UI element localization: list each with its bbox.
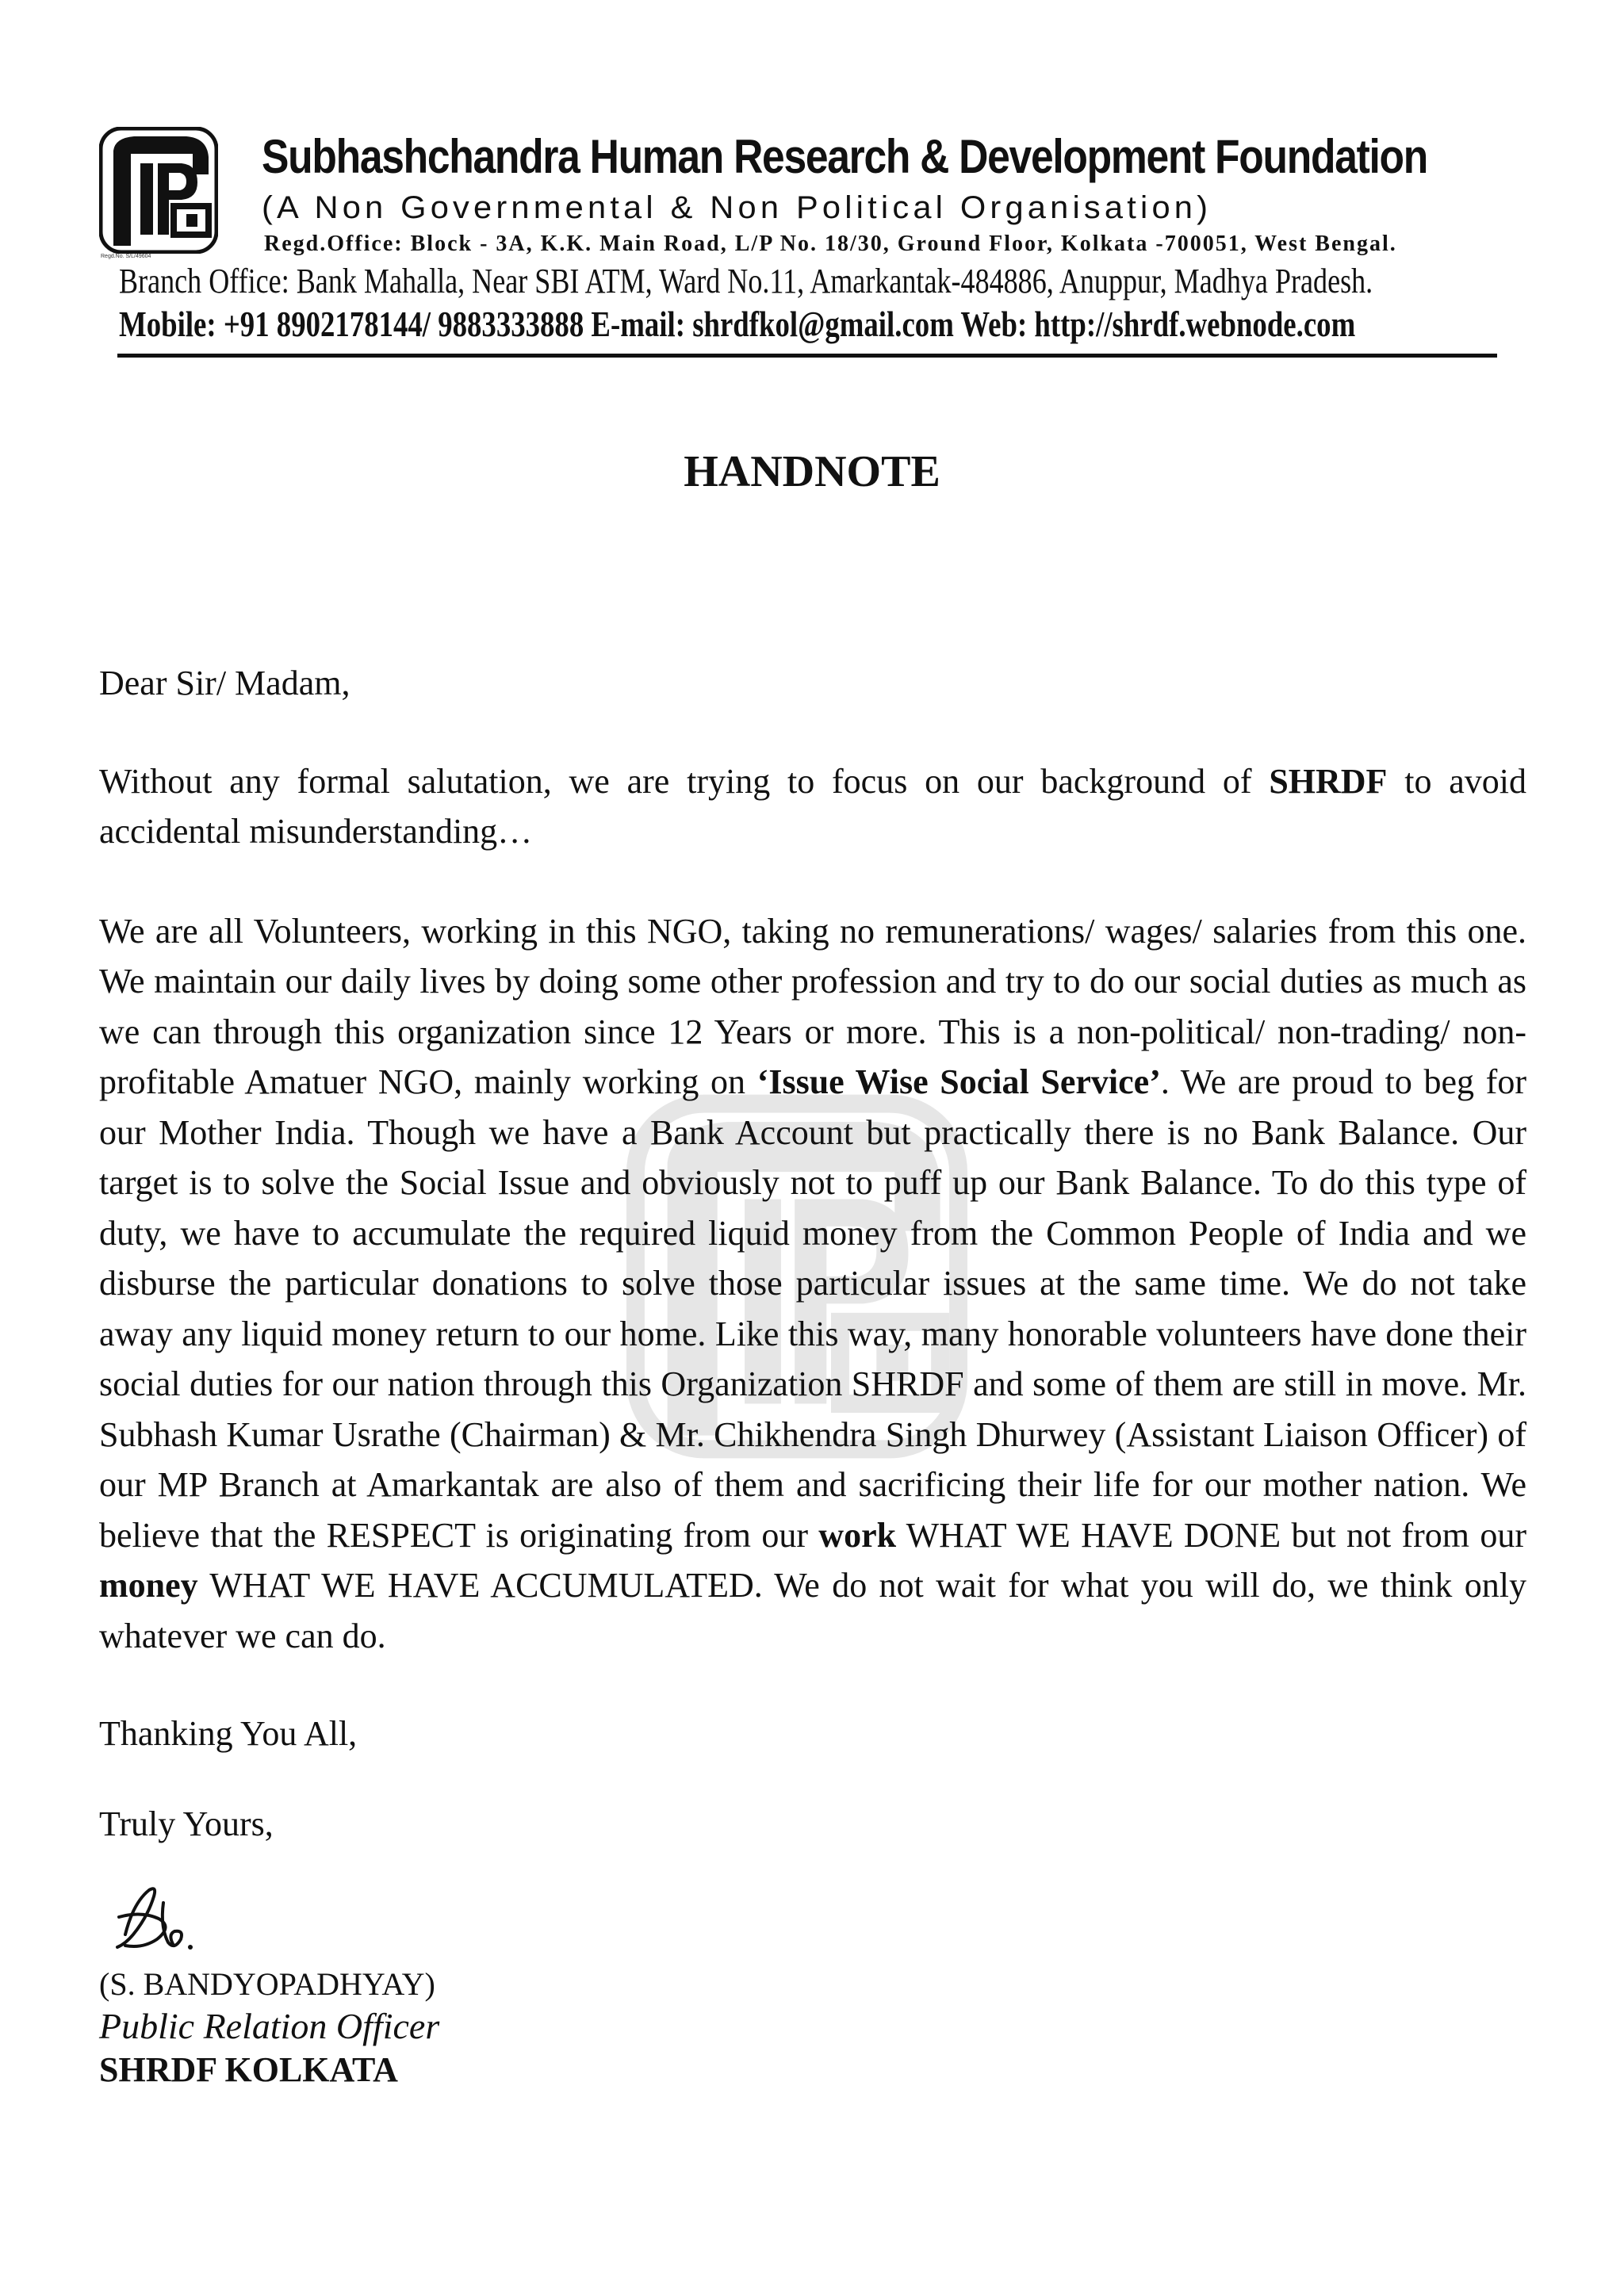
branch-office: Branch Office: Bank Mahalla, Near SBI ATM, Ward No.11, Amarkantak-484886, Anuppur, Madhya Pradesh. (119, 262, 1373, 300)
intro-text-end: to avoid accidental misunderstanding… (99, 761, 1527, 851)
document-title: HANDNOTE (684, 447, 940, 496)
main-paragraph (99, 906, 1526, 1662)
signatory-designation: Public Relation Officer (99, 2006, 440, 2046)
header-divider (117, 354, 1497, 358)
letterhead (99, 127, 1534, 365)
signatory-organization: SHRDF KOLKATA (99, 2050, 398, 2089)
thanks-line: Thanking You All, (99, 1714, 358, 1753)
main-bold-issue-wise: ‘Issue Wise Social Service’ (756, 1062, 1161, 1101)
shrdf-logo (99, 127, 218, 254)
main-text-4: WHAT WE HAVE ACCUMULATED. We do not wait for what you will do, we think only whatever we can do. (99, 1566, 1526, 1655)
main-bold-work: work (818, 1515, 897, 1555)
intro-bold-shrdf: SHRDF (1269, 761, 1388, 801)
org-subtitle: (A Non Governmental & Non Political Organisation) (262, 190, 1212, 225)
logo-registration-note: Regd.No. S/L/49604 (101, 254, 151, 259)
registered-office: Regd.Office: Block - 3A, K.K. Main Road, L/P No. 18/30, Ground Floor, Kolkata -700051, West Bengal. (264, 232, 1397, 256)
closing-line: Truly Yours, (99, 1804, 274, 1843)
main-text-3: WHAT WE HAVE DONE but not from our (896, 1515, 1526, 1555)
salutation: Dear Sir/ Madam, (99, 664, 350, 702)
org-name: Subhashchandra Human Research & Development Foundation (262, 130, 1428, 183)
main-bold-money: money (99, 1566, 198, 1605)
handwritten-signature (102, 1879, 205, 1966)
intro-text: Without any formal salutation, we are trying to focus on our background of (99, 761, 1270, 801)
intro-paragraph (99, 756, 1526, 857)
main-text-2: . We are proud to beg for our Mother India. Though we have a Bank Account but practically there is no Bank Balance. Our target is to solve the Social Issue and obviously not to puff up our Bank Balance. To do this type of duty, we have to accumulate the required liquid money from the Common People of India and we disburse the particular donations to solve those particular issues at the same time. We do not take away any liquid money return to our home. Like this way, many honorable volunteers have done their social duties for our nation through this Organization SHRDF and some of them are still in move. Mr. Subhash Kumar Usrathe (Chairman) & Mr. Chikhendra Singh Dhurwey (Assistant Liaison Officer) of our MP Branch at Amarkantak are also of them and sacrificing their life for our mother nation. We believe that the RESPECT is originating from our (99, 1062, 1526, 1555)
main-text-1: We are all Volunteers, working in this NGO, taking no remunerations/ wages/ salaries from this one. We maintain our daily lives by doing some other profession and try to do our social duties as much as we can through this organization since 12 Years or more. This is a non-political/ non-trading/ non-profitable Amatuer NGO, mainly working on (99, 911, 1526, 1101)
letter-body (99, 658, 1526, 1849)
contact-line: Mobile: +91 8902178144/ 9883333888 E-mail: shrdfkol@gmail.com Web: http://shrdf.webnode.com (119, 304, 1356, 344)
signatory-name: (S. BANDYOPADHYAY) (99, 1966, 435, 2002)
